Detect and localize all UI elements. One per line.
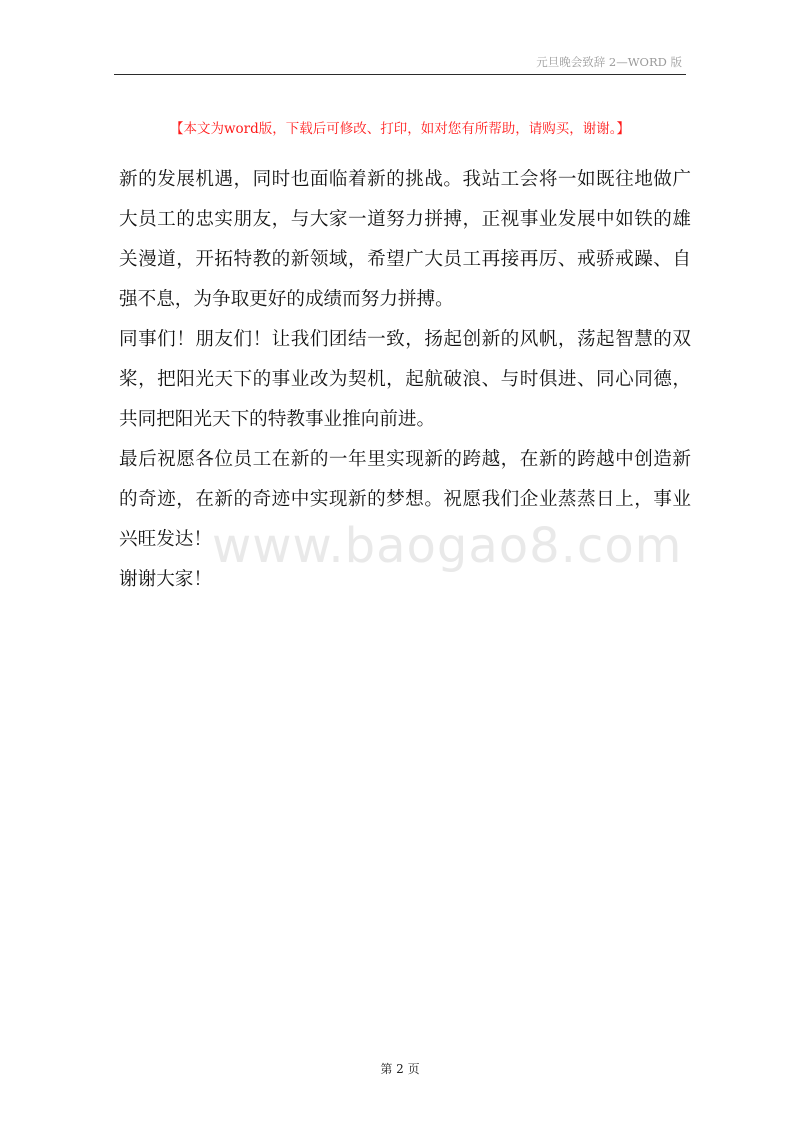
page-number: 第 2 页 (380, 1062, 420, 1076)
page-header (114, 50, 686, 75)
body-paragraph: 谢谢大家！ (119, 569, 212, 590)
header-title: 元旦晚会致辞 2—WORD 版 (536, 55, 682, 69)
body-paragraph: 新的发展机遇，同时也面临着新的挑战。我站工会将一如既往地做广大员工的忠实朋友，与大家一道努力拼搏，正视事业发展中如铁的雄关漫道，开拓特教的新领域，希望广大员工再接再厉、戒骄戒躁、自强不息，为争取更好的成绩而努力拼搏。 (119, 169, 691, 310)
watermark-text: www.baogao8.com (212, 518, 683, 574)
body-paragraph: 最后祝愿各位员工在新的一年里实现新的跨越，在新的跨越中创造新的奇迹，在新的奇迹中实现新的梦想。祝愿我们企业蒸蒸日上，事业兴旺发达！ (119, 449, 691, 550)
document-body (119, 160, 691, 600)
download-notice: 【本文为word版，下载后可修改、打印，如对您有所帮助，请购买，谢谢。】 (169, 121, 631, 137)
body-paragraph: 同事们！朋友们！让我们团结一致，扬起创新的风帆，荡起智慧的双桨，把阳光天下的事业改为契机，起航破浪、与时俱进、同心同德，共同把阳光天下的特教事业推向前进。 (119, 329, 691, 430)
